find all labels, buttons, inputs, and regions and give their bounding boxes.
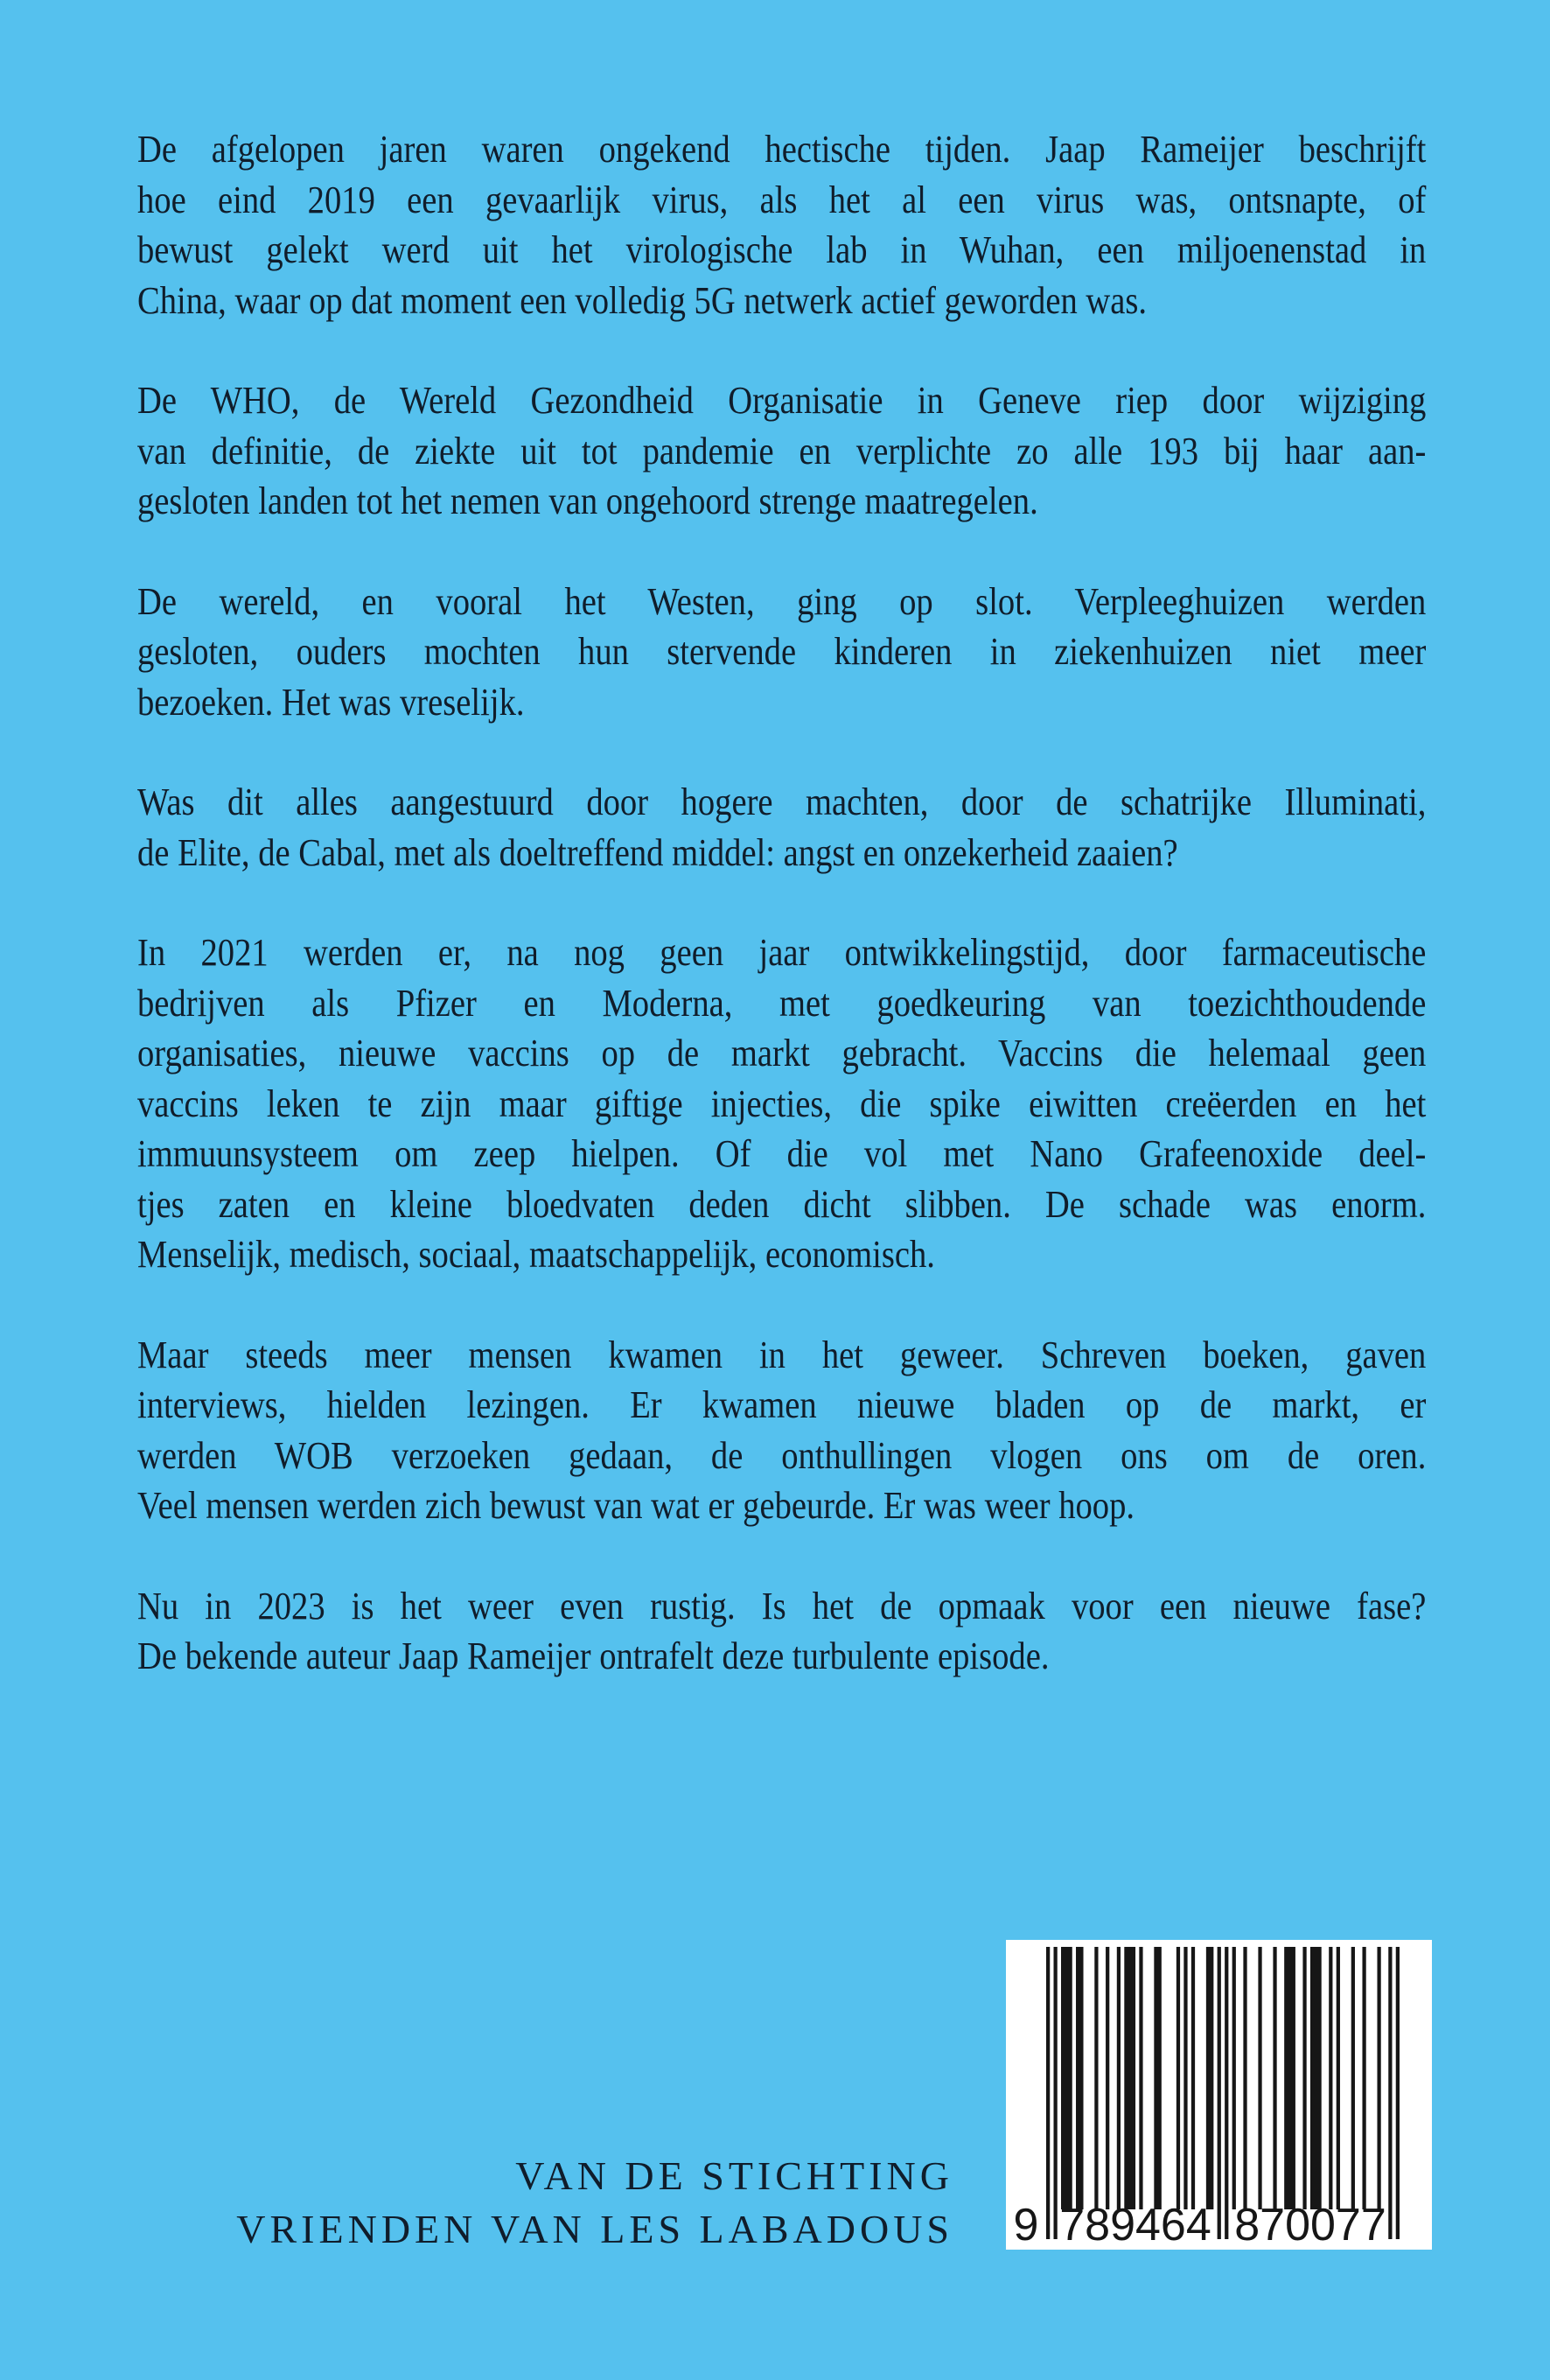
paragraph (137, 1581, 1426, 1682)
text-line: tjes zaten en kleine bloedvaten deden dicht slibben. De schade was enorm. (137, 1182, 1427, 1226)
publisher-credit (236, 2149, 953, 2256)
paragraph (137, 928, 1426, 1280)
text-line: de Elite, de Cabal, met als doeltreffend middel: angst en onzekerheid zaaien? (137, 830, 1178, 874)
text-line: De bekende auteur Jaap Rameijer ontrafelt deze turbulente episode. (137, 1634, 1050, 1677)
text-line: China, waar op dat moment een volledig 5G netwerk actief geworden was. (137, 278, 1148, 322)
text-line: bedrijven als Pfizer en Moderna, met goedkeuring van toezichthoudende (137, 981, 1427, 1025)
text-line: Was dit alles aangestuurd door hogere machten, door de schatrijke Illuminati, (137, 780, 1427, 823)
paragraph (137, 375, 1426, 527)
text-line: gesloten landen tot het nemen van ongehoord strenge maatregelen. (137, 480, 1038, 522)
paragraph (137, 777, 1426, 878)
text-line: werden WOB verzoeken gedaan, de onthullingen vlogen ons om de oren. (137, 1433, 1427, 1477)
publisher-line: VRIENDEN VAN LES LABADOUS (236, 2207, 953, 2251)
barcode-digit-group: 870077 (1234, 2200, 1386, 2250)
text-line: bezoeken. Het was vreselijk. (137, 680, 525, 724)
body-text (137, 124, 1426, 1732)
paragraph (137, 577, 1426, 728)
text-line: De wereld, en vooral het Westen, ging op slot. Verpleeghuizen werden (137, 579, 1427, 623)
text-line: De WHO, de Wereld Gezondheid Organisatie in Geneve riep door wijziging (137, 379, 1427, 422)
text-line: van definitie, de ziekte uit tot pandemie en verplichte zo alle 193 bij haar aan- (137, 429, 1427, 472)
text-line: Maar steeds meer mensen kwamen in het geweer. Schreven boeken, gaven (137, 1333, 1427, 1376)
text-line: immuunsysteem om zeep hielpen. Of die vol met Nano Grafeenoxide deel- (137, 1132, 1427, 1175)
text-line: vaccins leken te zijn maar giftige injecties, die spike eiwitten creëerden en het (137, 1082, 1427, 1125)
text-line: hoe eind 2019 een gevaarlijk virus, als het al een virus was, ontsnapte, of (137, 178, 1427, 221)
text-line: De afgelopen jaren waren ongekend hectische tijden. Jaap Rameijer beschrijft (137, 128, 1427, 171)
paragraph (137, 1330, 1426, 1531)
text-line: gesloten, ouders mochten hun stervende kinderen in ziekenhuizen niet meer (137, 630, 1427, 673)
text-line: Veel mensen werden zich bewust van wat er gebeurde. Er was weer hoop. (137, 1484, 1135, 1527)
text-line: organisaties, nieuwe vaccins op de markt gebracht. Vaccins die helemaal geen (137, 1032, 1427, 1074)
text-line: interviews, hielden lezingen. Er kwamen nieuwe bladen op de markt, er (137, 1383, 1427, 1426)
barcode-digit-group: 789464 (1059, 2200, 1211, 2250)
text-line: Menselijk, medisch, sociaal, maatschappelijk, economisch. (137, 1233, 935, 1276)
text-line: In 2021 werden er, na nog geen jaar ontwikkelingstijd, door farmaceutische (137, 931, 1427, 974)
paragraph (137, 124, 1426, 326)
publisher-line: VAN DE STICHTING (515, 2153, 953, 2198)
barcode-bars (1046, 1947, 1400, 2239)
text-line: Nu in 2023 is het weer even rustig. Is het de opmaak voor een nieuwe fase? (137, 1584, 1427, 1628)
barcode-digit-group: 9 (1013, 2200, 1039, 2250)
text-line: bewust gelekt werd uit het virologische lab in Wuhan, een miljoenenstad in (137, 228, 1427, 271)
barcode (1006, 1940, 1432, 2250)
